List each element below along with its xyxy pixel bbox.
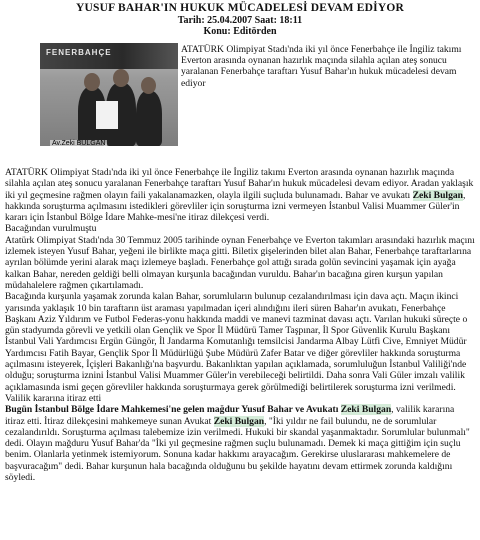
subheading-1: Bacağından vurulmuştu — [5, 223, 97, 235]
time-label: Saat: — [254, 15, 277, 26]
article-body — [5, 167, 475, 483]
photo-caption: Av.Zeki BULGAN — [52, 140, 106, 147]
article-header — [0, 0, 480, 37]
article-photo — [40, 43, 178, 146]
paragraph-3: Bacağında kurşunla yaşamak zorunda kalan Bahar, sorumluların bulunup cezalandırılması için dava açtı. Maçın ikinci yarısında yaklaşık 10 bin taraftarın üst araması yapılmadan içeri alındığını ileri süren Bahar'ın avukatı, Fenerbahçe Başkanı Aziz Yıldırım ve Futbol Federas-yonu hakkında maddi ve manevi tazminat davası açtı. Varılan hukuki süreçte o gün stadyumda görevli ve yetkili olan Gençlik ve Spor İl Müdürü Tamer Taşpınar, İl Spor Güvenlik Kurulu Başkanı İstanbul Vali Yardımcısı Ergün Güngör, İl Jandarma Komutanlığı temsilcisi Jandarma Albay Lütfi Cive, Emniyet Müdür Yardımcısı Fatih Bayar, Gençlik Spor İl Müdürlüğü Şube Müdürü Zafer Batar ve diğer görevliler hakkında soruşturma açılmasını isteyerek, İçişleri Bakanlığı'na başvurdu. Bakanlıktan yapılan açıklamada, sorumluluğun İstanbul Valiliği'nde olduğu; soruşturma iznini İstanbul Valisi Muammer Güler'in verebileceği belirtildi. Daha sonra Vali Güler imzalı valilik açıklamasında ismi geçen görevliler hakkında soruşturmaya gerek görülmediği belirtilerek soruşturma izni verilmedi. — [5, 291, 468, 393]
photo-head-right — [141, 77, 156, 94]
article-date-line — [0, 15, 480, 26]
photo-banner-text: FENERBAHÇE — [46, 48, 112, 57]
date-value: 25.04.2007 — [207, 15, 253, 26]
photo-head-left — [84, 73, 100, 91]
photo-person-right — [136, 91, 162, 146]
article-headline: YUSUF BAHAR'IN HUKUK MÜCADELESİ DEVAM EDİYOR — [76, 2, 404, 14]
date-label: Tarih: — [177, 15, 205, 26]
paragraph-2: Atatürk Olimpiyat Stadı'nda 30 Temmuz 2005 tarihinde oynan Fenerbahçe ve Everton takımları arasındaki hazırlık maçını izlemek isteyen Yusuf Bahar, yeğeni ile birlikte maça gitti. Biletix gişelerinden bilet alan Bahar, Fenerbahçe taraftarlarına ayrılan bölümde yerini alarak maçı izlemeye başladı. Fenerbahçe gol attığı sırada golün sevincini yaşamak için ayağa kalkan Bahar, nereden geldiği belli olmayan kurşunla bacağından vuruldu. Bahar'ın bacağına giren kurşun yapılan müdahalelere rağmen çıkartılamadı. — [5, 234, 475, 291]
article-topic-line — [0, 26, 480, 37]
photo-document — [96, 101, 118, 129]
time-value: 18:11 — [279, 15, 303, 26]
lawyer-name-highlight: Zeki Bulgan — [213, 415, 265, 427]
subheading-2: Valilik kararına itiraz etti — [5, 392, 102, 404]
photo-head-center — [113, 69, 129, 87]
paragraph-1: ATATÜRK Olimpiyat Stadı'nda iki yıl önce Fenerbahçe ile İngiliz takımı Everton arasında oynanan hazırlık maçında silahla açılan ateş sonucu yaralanan Fenerbahçe taraftarı Yusuf Bahar'ın hukuk mücadelesi devam ediyor. Aradan yaklaşık iki yıl geçmesine rağmen olayın faili yakalanamazken, olayla ilgili suçluda bulunamadı. Bahar ve avukatı Zeki Bulgan, hakkında soruşturma açılmasını istedikleri görevliler için soruşturma izni vermeyen İstanbul Valisi Muammer Güler'in kararı için İstanbul Bölge İdare Mahke-mesi'ne itiraz dilekçesi verdi. — [5, 167, 474, 224]
topic-label: Konu: — [203, 26, 231, 37]
topic-value: Editörden — [233, 26, 277, 37]
paragraph-4: Bugün İstanbul Bölge İdare Mahkemesi'ne gelen mağdur Yusuf Bahar ve Avukatı Zeki Bulgan, valilik kararına itiraz etti. İtiraz dilekçesini mahkemeye sunan Avukat Zeki Bulgan, "İki yıldır ne fail bulundu, ne de sorumlular cezalandırıldı. Soruşturma açılması talebemize izin verilmedi. Hukuki bir skandal yaşanmaktadır. Sorumlular bulunmalı" dedi. Olayın mağduru Yusuf Bahar'da "İki yıl geçmesine rağmen suçlu bulunamadı. Demek ki maça gittiğim için suçlu benim. Olanlarla yetinmek istemiyorum. Sonuna kadar hakkımı arayacağım. Gerekirse uluslararası mahkemelere de başvuracağım" dedi. Bahar kurşunun hala bacağında olduğunu bu şekilde hayatını devam ettirmek zorunda kaldığını söyledi. — [5, 404, 470, 484]
lawyer-name-highlight: Zeki Bulgan — [340, 404, 392, 416]
article-lead: ATATÜRK Olimpiyat Stadı'nda iki yıl önce Fenerbahçe ile İngiliz takımı Everton arasında oynanan hazırlık maçında silahla açılan ateş sonucu yaralanan Fenerbahçe taraftarı Yusuf Bahar'ın hukuk mücadelesi devam ediyor — [181, 44, 462, 89]
lawyer-name-highlight: Zeki Bulgan — [412, 189, 463, 201]
